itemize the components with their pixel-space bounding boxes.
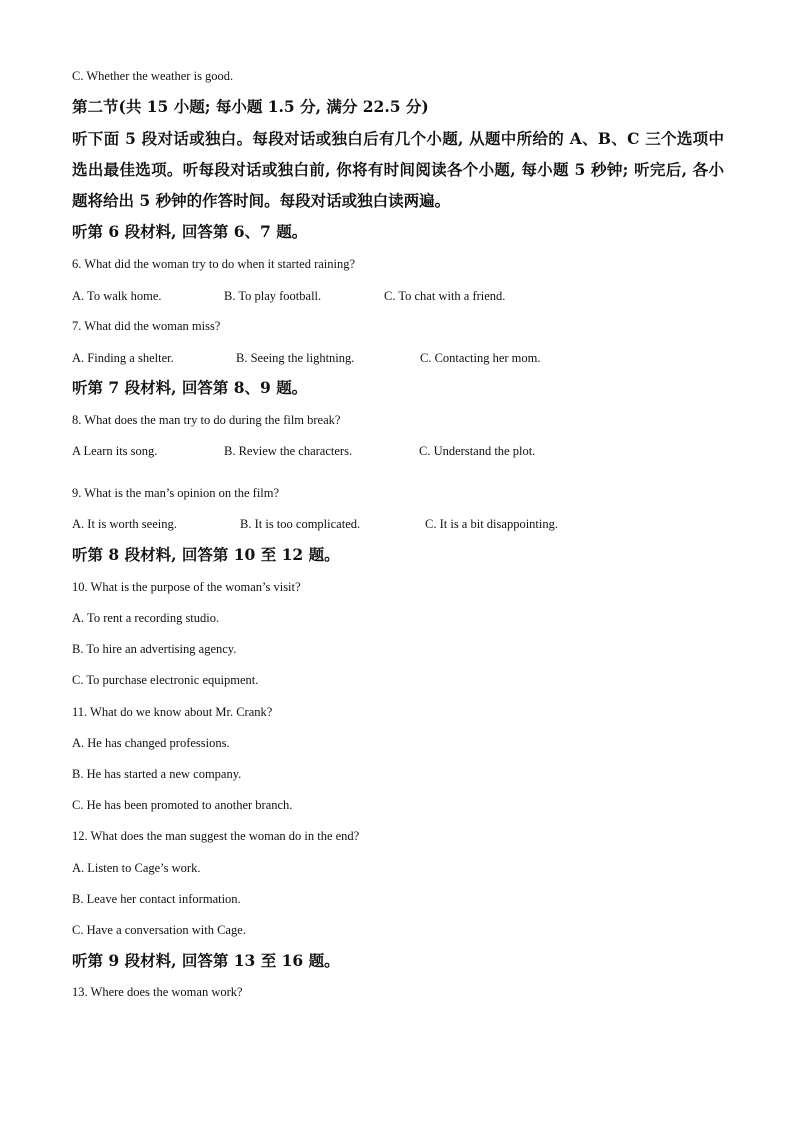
question-13: 13. Where does the woman work? (72, 985, 243, 999)
question-7: 7. What did the woman miss? (72, 319, 221, 333)
option-8a: A Learn its song. (72, 444, 158, 458)
question-9: 9. What is the man’s opinion on the film? (72, 486, 280, 500)
option-11a: A. He has changed professions. (72, 736, 230, 750)
option-7c: C. Contacting her mom. (420, 351, 541, 365)
question-8: 8. What does the man try to do during the film break? (72, 413, 341, 427)
option-6b: B. To play football. (224, 289, 322, 303)
option-5c: C. Whether the weather is good. (72, 69, 234, 83)
option-10b: B. To hire an advertising agency. (72, 642, 237, 656)
option-11b: B. He has started a new company. (72, 767, 242, 781)
option-10c: C. To purchase electronic equipment. (72, 673, 259, 687)
option-10a: A. To rent a recording studio. (72, 611, 220, 625)
question-11: 11. What do we know about Mr. Crank? (72, 705, 273, 719)
option-6a: A. To walk home. (72, 289, 162, 303)
passage-7-heading: 听第 7 段材料, 回答第 8、9 题。 (72, 378, 308, 397)
option-8c: C. Understand the plot. (419, 444, 536, 458)
option-9a: A. It is worth seeing. (72, 517, 177, 531)
section-two-instructions: 听下面 5 段对话或独白。每段对话或独白后有几个小题, 从题中所给的 A、B、C 三个选项中选出最佳选项。听每段对话或独白前, 你将有时间阅读各个小题, 每小题 5 秒钟; 听完后, 各小题将给出 5 秒钟的作答时间。每段对话或独白读两遍。 (72, 129, 724, 210)
option-7b: B. Seeing the lightning. (236, 351, 355, 365)
option-11c: C. He has been promoted to another branch. (72, 798, 293, 812)
option-8b: B. Review the characters. (224, 444, 353, 458)
option-12b: B. Leave her contact information. (72, 892, 241, 906)
option-7a: A. Finding a shelter. (72, 351, 174, 365)
section-two-heading: 第二节(共 15 小题; 每小题 1.5 分, 满分 22.5 分) (72, 97, 429, 116)
option-9b: B. It is too complicated. (240, 517, 361, 531)
question-6: 6. What did the woman try to do when it started raining? (72, 257, 356, 271)
question-12: 12. What does the man suggest the woman do in the end? (72, 829, 360, 843)
passage-6-heading: 听第 6 段材料, 回答第 6、7 题。 (72, 222, 308, 241)
option-12a: A. Listen to Cage’s work. (72, 861, 201, 875)
option-12c: C. Have a conversation with Cage. (72, 923, 246, 937)
passage-9-heading: 听第 9 段材料, 回答第 13 至 16 题。 (72, 951, 340, 970)
option-9c: C. It is a bit disappointing. (425, 517, 558, 531)
question-10: 10. What is the purpose of the woman’s visit? (72, 580, 301, 594)
option-6c: C. To chat with a friend. (384, 289, 506, 303)
passage-8-heading: 听第 8 段材料, 回答第 10 至 12 题。 (72, 545, 340, 564)
